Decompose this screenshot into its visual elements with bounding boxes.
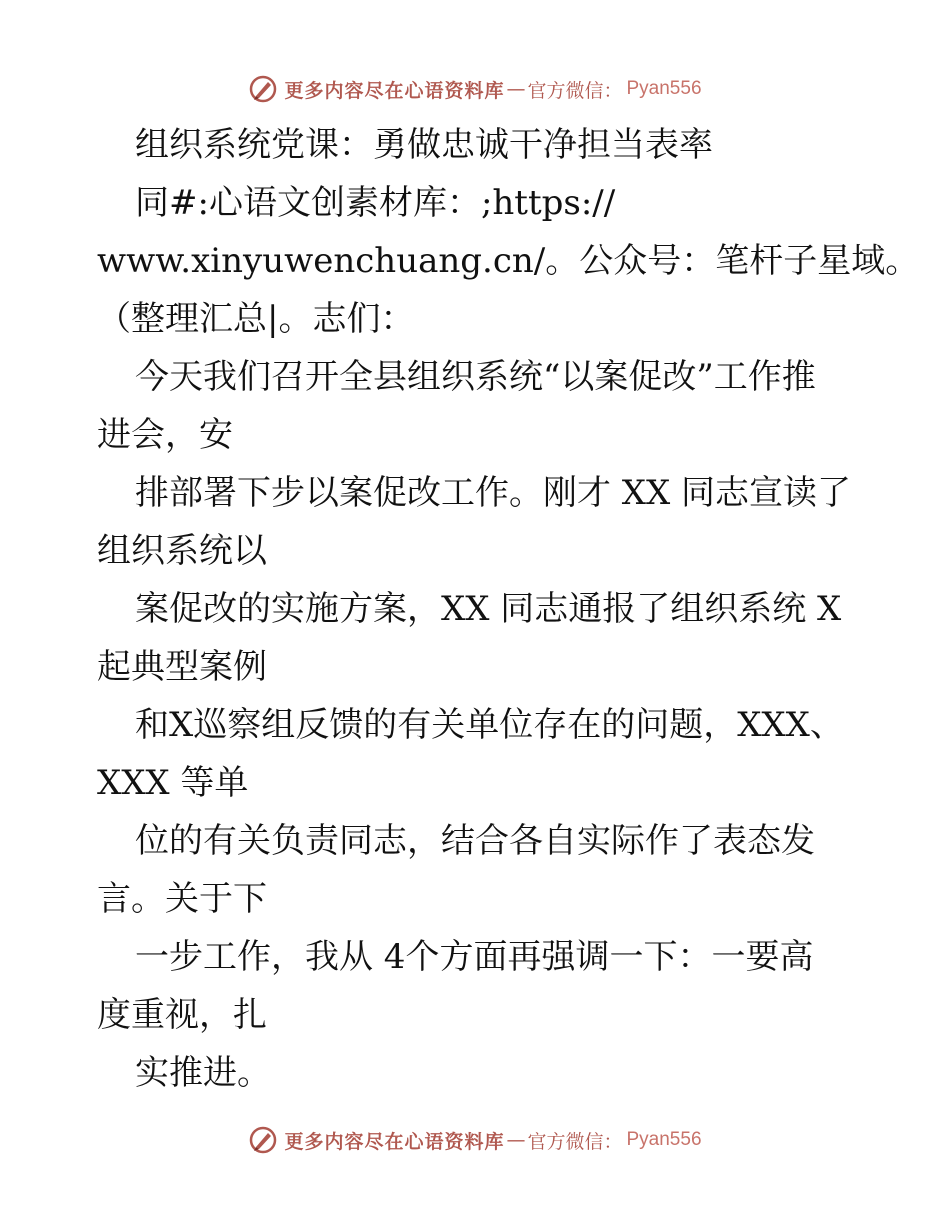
banner-brand: 更多内容尽在心语资料库 [284, 79, 505, 102]
pen-logo-icon [248, 1125, 278, 1155]
banner-wechat-id: Pyan556 [626, 78, 702, 99]
text-line: 组织系统党课：勇做忠诚干净担当表率 [135, 125, 713, 165]
text-line: 言。关于下 [97, 879, 267, 919]
text-line: 实推进。 [135, 1053, 271, 1093]
text-line: 度重视，扎 [97, 995, 267, 1035]
text-line: 今天我们召开全县组织系统“以案促改”工作推 [135, 357, 816, 397]
banner-dash: — [506, 1129, 526, 1151]
banner-wechat-label: 官方微信： [527, 1130, 623, 1153]
text-line: 案促改的实施方案，XX 同志通报了组织系统 X [135, 589, 842, 629]
text-line: 起典型案例 [97, 647, 267, 687]
footer-banner [0, 1120, 950, 1160]
banner-brand: 更多内容尽在心语资料库 [284, 1130, 505, 1153]
banner-wechat-label: 官方微信： [527, 79, 623, 102]
text-line: 排部署下步以案促改工作。刚才 XX 同志宣读了 [135, 473, 852, 513]
document-body [97, 116, 920, 1102]
text-line: 和X巡察组反馈的有关单位存在的问题，XXX、 [135, 705, 844, 745]
text-line: 同#:心语文创素材库：;https:// [135, 183, 616, 223]
banner-dash: — [506, 78, 526, 100]
pen-logo-icon [248, 74, 278, 104]
text-line: 组织系统以 [97, 531, 267, 571]
text-line: 一步工作，我从 4个方面再强调一下：一要高 [135, 937, 814, 977]
text-line: 进会，安 [97, 415, 233, 455]
text-line: XXX 等单 [97, 763, 249, 803]
text-line: 位的有关负责同志，结合各自实际作了表态发 [135, 821, 815, 861]
text-line: www.xinyuwenchuang.cn/。公众号：笔杆子星域。 [97, 241, 920, 281]
banner-wechat-id: Pyan556 [626, 1129, 702, 1150]
text-line: （整理汇总|。志们： [97, 299, 415, 339]
header-banner [0, 69, 950, 109]
